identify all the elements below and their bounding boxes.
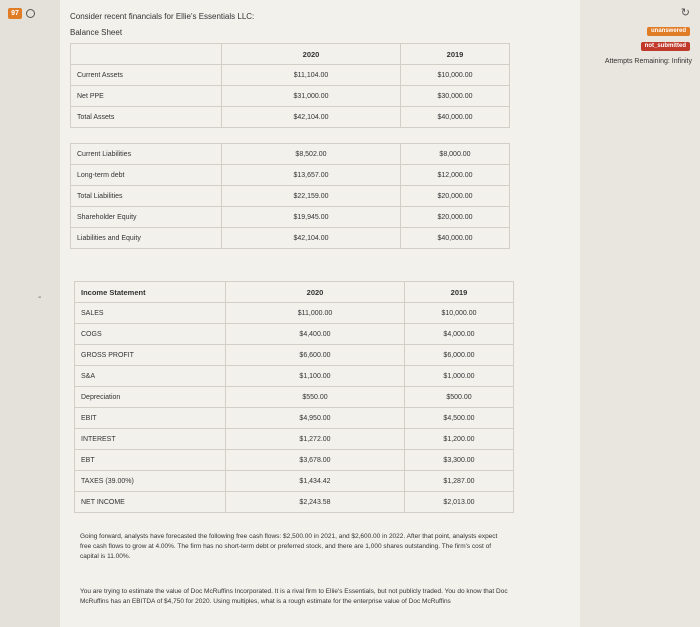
- table-row: [71, 107, 510, 128]
- value-2019: $12,000.00: [401, 165, 510, 186]
- table-row: [71, 165, 510, 186]
- table-row: [71, 186, 510, 207]
- status-panel: [585, 0, 700, 627]
- value-2019: $40,000.00: [401, 228, 510, 249]
- balance-sheet-assets-table: [70, 43, 510, 128]
- value-2019: $2,013.00: [405, 492, 514, 513]
- dash-marker: -: [38, 292, 42, 303]
- row-label: EBIT: [75, 408, 226, 429]
- task-paragraph: You are trying to estimate the value of Doc McRuffins Incorporated. It is a rival firm to Ellie's Essentials, but not publicly traded. You do know that Doc McRuffins has an EBITDA of $4,750 for 2020. Using multiples, what is a rough estimate for the enterprise value of Doc McRuffins: [80, 588, 508, 605]
- table-row: [75, 324, 514, 345]
- year-2020-header: 2020: [222, 44, 401, 65]
- income-statement-table: [74, 281, 514, 513]
- attempts-remaining: Attempts Remaining: Infinity: [604, 58, 692, 65]
- question-intro: [70, 9, 254, 41]
- value-2020: $11,104.00: [222, 65, 401, 86]
- balance-sheet-liabilities-table: [70, 143, 510, 249]
- row-label: SALES: [75, 303, 226, 324]
- row-label: Liabilities and Equity: [71, 228, 222, 249]
- table-row: [71, 144, 510, 165]
- row-label: Total Liabilities: [71, 186, 222, 207]
- row-label: TAXES (39.00%): [75, 471, 226, 492]
- year-2019-header: 2019: [405, 282, 514, 303]
- unanswered-badge: unanswered: [647, 27, 690, 36]
- question-nav-strip: [0, 0, 60, 627]
- value-2020: $19,945.00: [222, 207, 401, 228]
- value-2019: $20,000.00: [401, 186, 510, 207]
- row-label: Total Assets: [71, 107, 222, 128]
- value-2020: $6,600.00: [226, 345, 405, 366]
- table-row: [75, 492, 514, 513]
- row-label: GROSS PROFIT: [75, 345, 226, 366]
- value-2020: $11,000.00: [226, 303, 405, 324]
- header-blank: [71, 44, 222, 65]
- table-row: [71, 65, 510, 86]
- row-label: COGS: [75, 324, 226, 345]
- table-header-row: [75, 282, 514, 303]
- value-2019: $1,200.00: [405, 429, 514, 450]
- value-2020: $4,950.00: [226, 408, 405, 429]
- value-2020: $1,434.42: [226, 471, 405, 492]
- row-label: Current Liabilities: [71, 144, 222, 165]
- value-2019: $8,000.00: [401, 144, 510, 165]
- value-2020: $1,100.00: [226, 366, 405, 387]
- table-row: [71, 207, 510, 228]
- income-statement-title: Income Statement: [75, 282, 226, 303]
- row-label: Depreciation: [75, 387, 226, 408]
- table-row: [71, 228, 510, 249]
- value-2020: $31,000.00: [222, 86, 401, 107]
- value-2019: $10,000.00: [401, 65, 510, 86]
- question-status-circle-icon: [26, 9, 35, 18]
- value-2019: $4,000.00: [405, 324, 514, 345]
- value-2019: $10,000.00: [405, 303, 514, 324]
- value-2020: $2,243.58: [226, 492, 405, 513]
- question-number-icon[interactable]: 97: [8, 8, 22, 19]
- year-2020-header: 2020: [226, 282, 405, 303]
- value-2019: $20,000.00: [401, 207, 510, 228]
- row-label: Long-term debt: [71, 165, 222, 186]
- value-2019: $1,000.00: [405, 366, 514, 387]
- value-2020: $8,502.00: [222, 144, 401, 165]
- row-label: Current Assets: [71, 65, 222, 86]
- value-2019: $6,000.00: [405, 345, 514, 366]
- value-2020: $550.00: [226, 387, 405, 408]
- value-2020: $22,159.00: [222, 186, 401, 207]
- value-2019: $40,000.00: [401, 107, 510, 128]
- value-2020: $4,400.00: [226, 324, 405, 345]
- value-2019: $500.00: [405, 387, 514, 408]
- forecast-paragraph: Going forward, analysts have forecasted the following free cash flows: $2,500.00 in 2021, and $2,600.00 in 2022. After that point, analysts expect free cash flows to grow at 4.00%. The firm has no short-term debt or preferred stock, and there are 1,000 shares outstanding. The firm's cost of capital is 11.00%.: [80, 533, 498, 560]
- value-2020: $13,657.00: [222, 165, 401, 186]
- table-row: [71, 86, 510, 107]
- table-row: [75, 450, 514, 471]
- row-label: Shareholder Equity: [71, 207, 222, 228]
- value-2019: $1,287.00: [405, 471, 514, 492]
- balance-sheet-title: Balance Sheet: [70, 28, 123, 37]
- table-row: [75, 471, 514, 492]
- value-2020: $3,678.00: [226, 450, 405, 471]
- table-header-row: [71, 44, 510, 65]
- value-2019: $30,000.00: [401, 86, 510, 107]
- row-label: Net PPE: [71, 86, 222, 107]
- row-label: NET INCOME: [75, 492, 226, 513]
- row-label: S&A: [75, 366, 226, 387]
- table-row: [75, 429, 514, 450]
- refresh-icon[interactable]: ↻: [680, 7, 690, 19]
- year-2019-header: 2019: [401, 44, 510, 65]
- value-2020: $42,104.00: [222, 228, 401, 249]
- value-2019: $3,300.00: [405, 450, 514, 471]
- table-row: [75, 387, 514, 408]
- value-2020: $1,272.00: [226, 429, 405, 450]
- value-2020: $42,104.00: [222, 107, 401, 128]
- intro-text: Consider recent financials for Ellie's Essentials LLC:: [70, 12, 255, 21]
- table-row: [75, 303, 514, 324]
- row-label: EBT: [75, 450, 226, 471]
- table-row: [75, 408, 514, 429]
- row-label: INTEREST: [75, 429, 226, 450]
- question-panel: [60, 0, 580, 627]
- not-submitted-badge: not_submitted: [641, 42, 690, 51]
- table-row: [75, 345, 514, 366]
- value-2019: $4,500.00: [405, 408, 514, 429]
- table-row: [75, 366, 514, 387]
